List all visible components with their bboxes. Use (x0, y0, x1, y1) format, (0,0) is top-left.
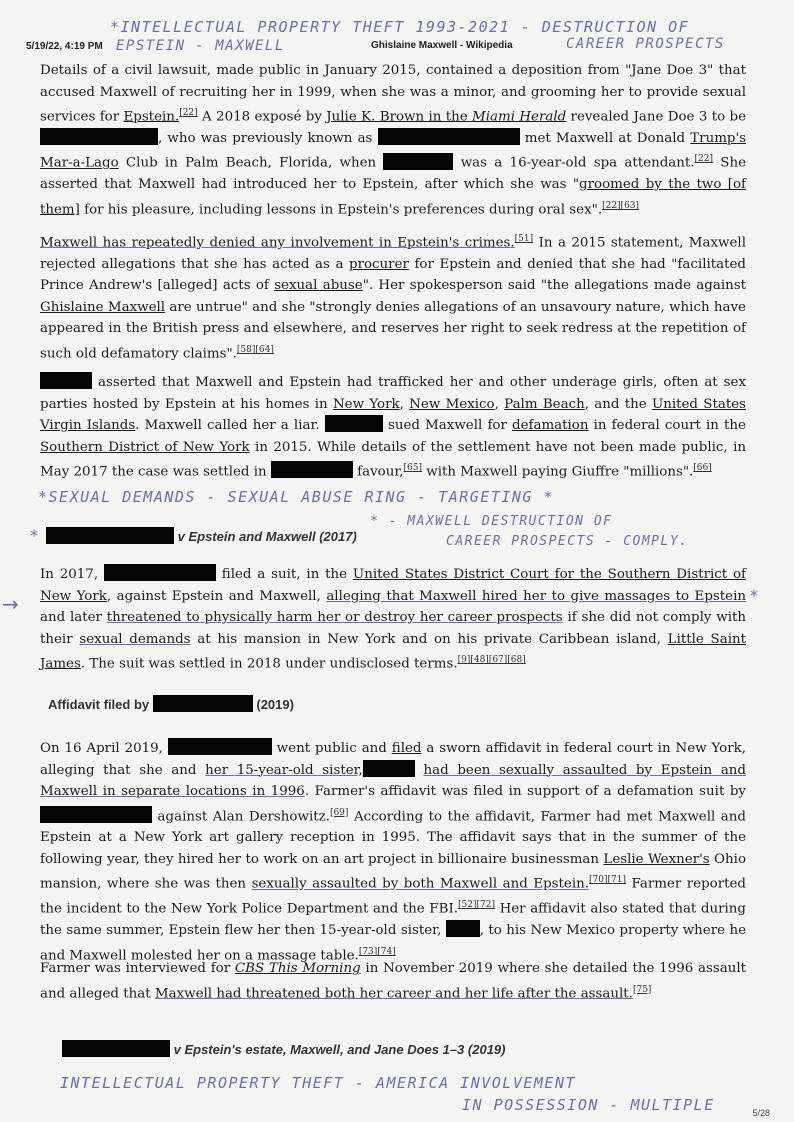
ref-65[interactable]: [65] (403, 463, 423, 473)
underlined-threat-life: Maxwell had threatened both her career and her life after the assault. (154, 985, 633, 1001)
redaction (168, 738, 272, 755)
link-defamation[interactable]: defamation (512, 418, 589, 433)
ref-73-74[interactable]: [73][74] (358, 946, 396, 957)
underlined-denial: Maxwell has repeatedly denied any involvement in Epstein's crimes. (40, 235, 515, 251)
handwritten-note-top-1: *INTELLECTUAL PROPERTY THEFT 1993-2021 - DESTRUCTION OF (110, 18, 690, 36)
star-mark: * (750, 586, 758, 605)
underlined-demands: sexual demands (79, 631, 191, 647)
link-usvi[interactable]: United States Virgin Islands (40, 396, 747, 433)
handwritten-note-top-3: CAREER PROSPECTS (566, 36, 725, 52)
ref-58-64[interactable]: [58][64] (236, 344, 274, 355)
link-epstein[interactable]: Epstein. (123, 109, 180, 125)
redaction (40, 372, 92, 389)
redaction (40, 806, 152, 823)
section-heading-2017: v Epstein and Maxwell (2017) (46, 527, 357, 544)
paragraph-trafficking: asserted that Maxwell and Epstein had trafficked her and other underage girls, often at sex parties hosted by Epstein at his homes in New York, New Mexico, Palm Beach, and the United States Virgin Islands. Maxwell called her a liar. sued Maxwell for defamation in federal court in the Southern District of New York in 2015. While details of the settlement have not been made public, in May 2017 the case was settled in favour,[65] with Maxwell paying Giuffre "millions".[66] (40, 372, 746, 483)
underlined-threat: threatened to physically harm her or destroy her career prospects (106, 610, 563, 625)
redaction (104, 564, 216, 581)
link-little-saint-james[interactable]: Little Saint James (40, 631, 746, 672)
paragraph-affidavit: On 16 April 2019, went public and filed a sworn affidavit in federal court in New York, alleging that she and her 15-year-old sister, had been sexually assaulted by Epstein and Maxwell in separate locations in 1996. Farmer's affidavit was filed in support of a defamation suit by against Alan Dershowitz.[69] According to the affidavit, Farmer had met Maxwell and Epstein at a New York art gallery reception in 1995. The affidavit says that in the summer of the following year, they hired her to work on an art project in billionaire businessman Leslie Wexner's Ohio mansion, where she was then sexually assaulted by both Maxwell and Epstein.[70][71] Farmer reported the incident to the New York Police Department and the FBI.[52][72] Her affidavit also stated that during the same summer, Epstein flew her then 15-year-old sister, , to his New Mexico property where he and Maxwell molested her on a massage table.[73][74] (40, 738, 746, 967)
print-timestamp: 5/19/22, 4:19 PM (26, 41, 103, 52)
underlined-both: sexually assaulted by both Maxwell and Epstein. (251, 876, 590, 892)
ref-66[interactable]: [66] (693, 463, 712, 473)
paragraph-cbs: Farmer was interviewed for CBS This Morning in November 2019 where she detailed the 1996 assault and alleged that Maxwell had threatened both her career and her life after the assault.[75] (40, 961, 747, 1001)
link-sexual-abuse[interactable]: sexual abuse (274, 278, 363, 294)
handwritten-note-mid-1: *SEXUAL DEMANDS - SEXUAL ABUSE RING - TARGETING * (38, 488, 555, 506)
page-title: Ghislaine Maxwell - Wikipedia (371, 40, 513, 51)
paragraph-denials: Maxwell has repeatedly denied any involvement in Epstein's crimes.[51] In a 2015 statement, Maxwell rejected allegations that she has acted as a procurer for Epstein and denied that she had "facilitated Prince Andrew's [alleged] acts of sexual abuse". Her spokesperson said "the allegations made against Ghislaine Maxwell are untrue" and she "strongly denies allegations of an unsavoury nature, which have appeared in the British press and elsewhere, and reserves her right to seek redress at the repetition of such old defamatory claims".[58][64] (40, 234, 746, 362)
star-mark: * (30, 526, 38, 545)
underlined-sister: her 15-year-old sister, (205, 762, 363, 778)
link-sdny[interactable]: Southern District of New York (40, 439, 250, 455)
ref-51[interactable]: [51] (514, 234, 534, 244)
redaction (271, 461, 353, 478)
link-procurer[interactable]: procurer (349, 256, 409, 272)
handwritten-note-mid-3: CAREER PROSPECTS - COMPLY. (446, 534, 689, 549)
link-mar-a-lago[interactable]: Trump's Mar-a-Lago (40, 130, 747, 171)
link-us-district-court[interactable]: United States District Court for the Southern District of New York (40, 567, 746, 604)
section-heading-estate: v Epstein's estate, Maxwell, and Jane Does 1–3 (2019) (62, 1040, 505, 1057)
ref-9-48-67-68[interactable]: [9][48][67][68] (457, 655, 526, 665)
handwritten-note-top-2: EPSTEIN - MAXWELL (116, 38, 285, 54)
redaction (153, 695, 253, 712)
redaction (40, 128, 158, 145)
link-grooming[interactable]: groomed by the two [of them] (40, 177, 746, 218)
underlined-allegation: alleging that Maxwell hired her to give massages to Epstein (326, 588, 746, 604)
redaction (363, 760, 415, 777)
ref-22[interactable]: [22] (694, 154, 713, 165)
redaction (383, 153, 453, 170)
section-heading-affidavit: Affidavit filed by (2019) (48, 697, 294, 712)
ref-22-63[interactable]: [22][63] (602, 200, 640, 211)
page-number: 5/28 (752, 1108, 770, 1118)
paragraph-jane-doe-3: Details of a civil lawsuit, made public in January 2015, contained a deposition from "Jane Doe 3" that accused Maxwell of recruiting her in 1999, when she was a minor, and grooming her to provide sexual services for Epstein.[22] A 2018 exposé by Julie K. Brown in the Miami Herald revealed Jane Doe 3 to be , who was previously known as met Maxwell at Donald Trump's Mar-a-Lago Club in Palm Beach, Florida, when was a 16-year-old spa attendant.[22] She asserted that Maxwell had introduced her to Epstein, after which she was "groomed by the two [of them] for his pleasure, including lessons in Epstein's preferences during oral sex".[22][63] (40, 63, 747, 218)
redaction (378, 128, 520, 145)
ref-70-71[interactable]: [70][71] (589, 875, 626, 886)
link-new-mexico[interactable]: New Mexico (409, 396, 495, 412)
handwritten-arrow: → (2, 592, 19, 616)
ref-52-72[interactable]: [52][72] (458, 900, 495, 911)
link-miami-herald[interactable]: Miami Herald (472, 109, 567, 125)
paragraph-2017-suit: In 2017, filed a suit, in the United States District Court for the Southern District of New York, against Epstein and Maxwell, alleging that Maxwell hired her to give massages to Epstein and later threatened to physically harm her or destroy her career prospects if she did not comply with their sexual demands at his mansion in New York and on his private Caribbean island, Little Saint James. The suit was settled in 2018 under undisclosed terms.[9][48][67][68] (40, 564, 746, 675)
link-palm-beach[interactable]: Palm Beach (504, 396, 585, 412)
link-filed[interactable]: filed (391, 741, 422, 756)
handwritten-note-bottom-2: IN POSSESSION - MULTIPLE (462, 1096, 715, 1114)
redaction (446, 920, 480, 937)
redaction (325, 415, 383, 432)
link-ghislaine-maxwell[interactable]: Ghislaine Maxwell (40, 299, 166, 315)
underlined-assault: had been sexually assaulted by Epstein and Maxwell in separate locations in 1996 (40, 762, 746, 799)
ref-22[interactable]: [22] (179, 108, 198, 118)
link-cbs-this-morning[interactable]: CBS This Morning (234, 961, 361, 976)
redaction (62, 1040, 170, 1057)
redaction (46, 527, 174, 544)
ref-75[interactable]: [75] (632, 984, 652, 995)
link-leslie-wexner[interactable]: Leslie Wexner's (603, 851, 710, 867)
handwritten-note-bottom-1: INTELLECTUAL PROPERTY THEFT - AMERICA INVOLVEMENT (60, 1074, 577, 1092)
link-new-york[interactable]: New York (332, 396, 400, 412)
ref-69[interactable]: [69] (329, 807, 349, 818)
link-julie-k-brown[interactable]: Julie K. Brown in the (326, 109, 473, 125)
handwritten-note-mid-2: * - MAXWELL DESTRUCTION OF (370, 514, 613, 529)
